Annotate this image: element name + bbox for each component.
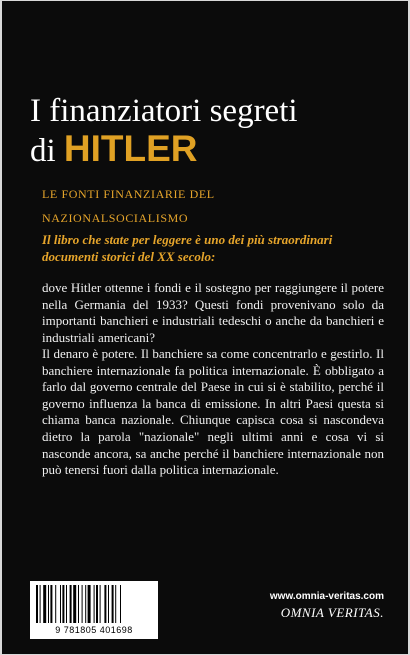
subtitle-line-1: LE FONTI FINANZIARIE DEL	[42, 187, 215, 201]
title-prefix: di	[30, 133, 64, 169]
book-title	[30, 93, 390, 170]
barcode-icon	[36, 585, 152, 625]
publisher-logo: OMNIA VERITAS.	[280, 605, 384, 620]
title-line-1: I finanziatori segreti	[30, 93, 298, 129]
title-line-2	[30, 130, 390, 170]
body-paragraph-2: Il denaro è potere. Il banchiere sa come concentrarlo e gestirlo. Il banchiere internazionale fa politica internazionale. È obbligato a farlo dal governo centrale del Paese in cui si è stabilito, perché il governo influenza la banca di emissione. In altri Paesi questa si chiama banca nazionale. Chiunque capisca cosa si nascondeva dietro la parola "nazionale" negli ultimi anni e cosa vi si nasconde ancora, sa anche perché il banchiere internazionale non può tenersi fuori dalla politica internazionale.	[42, 346, 384, 478]
book-subtitle	[42, 182, 382, 230]
subtitle-line-2: NAZIONALSOCIALISMO	[42, 211, 189, 225]
isbn-number: 9 781805 401698	[55, 625, 133, 635]
title-brand-word: HITLER	[63, 128, 198, 169]
publisher-url: www.omnia-veritas.com	[269, 591, 384, 602]
body-paragraph-1: dove Hitler ottenne i fondi e il sostegno per raggiungere il potere nella Germania del 1933? Questi fondi provenivano solo da importanti banchieri e industriali tedeschi o anche da banchieri e industriali americani?	[42, 280, 384, 345]
publisher-block	[234, 591, 384, 621]
isbn-barcode	[30, 581, 158, 639]
intro-text: Il libro che state per leggere è uno dei più straordinari documenti storici del XX secolo:	[42, 232, 333, 264]
